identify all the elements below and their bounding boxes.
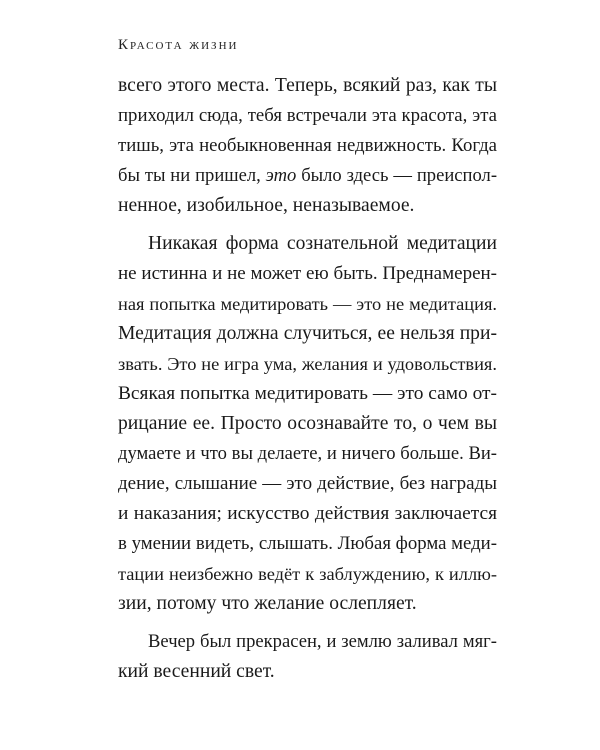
text-line: Медитация должна случиться, ее нельзя при- bbox=[118, 323, 497, 344]
text-line: ная попытка медитировать — это не медитация. bbox=[118, 294, 497, 314]
text-line: звать. Это не игра ума, желания и удовольствия. bbox=[118, 354, 497, 374]
text-line: ненное, изобильное, неназываемое. bbox=[118, 195, 415, 216]
text-line: зии, потому что желание ослепляет. bbox=[118, 593, 417, 614]
text-line: не истинна и не может ею быть. Преднамерен- bbox=[118, 263, 497, 284]
text-run: бы ты ни пришел, bbox=[118, 165, 266, 186]
text-line: кий весенний свет. bbox=[118, 661, 275, 682]
text-run: было здесь — преиспол- bbox=[296, 165, 498, 186]
text-line: Всякая попытка медитировать — это само от- bbox=[118, 383, 497, 404]
text-line: приходил сюда, тебя встречали эта красота, эта bbox=[118, 105, 497, 126]
text-line: Вечер был прекрасен, и землю заливал мяг- bbox=[148, 631, 497, 652]
text-line: рицание ее. Просто осознавайте то, о чем вы bbox=[118, 413, 497, 434]
text-line: дение, слышание — это действие, без награды bbox=[118, 473, 497, 494]
text-line: и наказания; искусство действия заключается bbox=[118, 503, 497, 524]
text-line: тишь, эта необыкновенная недвижность. Когда bbox=[118, 135, 497, 156]
text-line: думаете и что вы делаете, и ничего больше. Ви- bbox=[118, 443, 497, 464]
emphasis-word: это bbox=[265, 165, 297, 186]
text-line: в умении видеть, слышать. Любая форма меди- bbox=[118, 533, 497, 554]
running-head: Красота жизни bbox=[118, 37, 239, 53]
text-line: всего этого места. Теперь, всякий раз, как ты bbox=[118, 75, 497, 96]
text-line bbox=[118, 161, 497, 191]
text-line: Никакая форма сознательной медитации bbox=[148, 233, 497, 254]
text-line: тации неизбежно ведёт к заблуждению, к иллю- bbox=[118, 564, 497, 584]
